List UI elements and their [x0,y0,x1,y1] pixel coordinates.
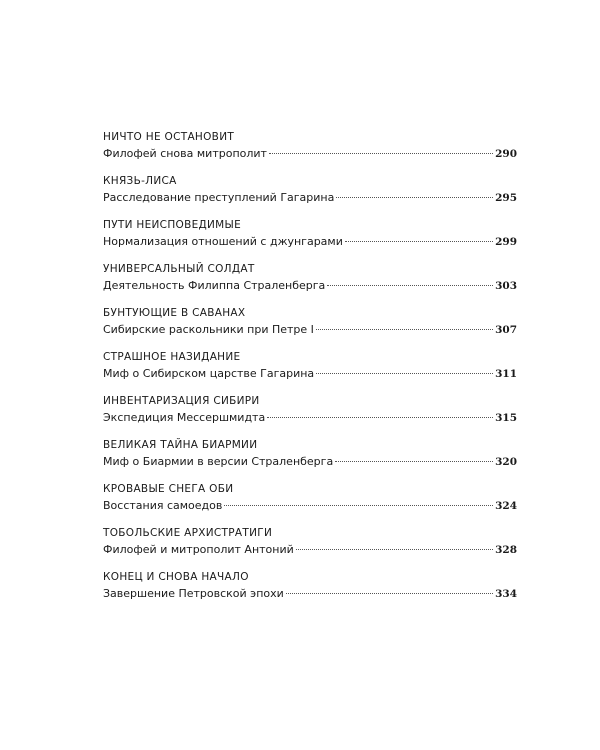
toc-entry [103,394,517,438]
chapter-title: БУНТУЮЩИЕ В САВАНАХ [103,307,246,319]
chapter-title: ВЕЛИКАЯ ТАЙНА БИАРМИИ [103,439,258,451]
toc-line [103,322,517,338]
toc-entry [103,218,517,262]
chapter-title: УНИВЕРСАЛЬНЫЙ СОЛДАТ [103,263,255,275]
chapter-subtitle: Экспедиция Мессершмидта [103,411,266,424]
chapter-subtitle: Нормализация отношений с джунгарами [103,235,343,248]
page-number: 315 [495,412,517,424]
dot-leader [267,417,493,418]
dot-leader [296,549,493,550]
dot-leader [336,197,493,198]
page-number: 295 [495,192,517,204]
toc-entry [103,130,517,174]
page-number: 299 [495,236,517,248]
table-of-contents [103,130,517,614]
chapter-subtitle: Миф о Биармии в версии Страленберга [103,455,334,468]
page-number: 328 [495,544,517,556]
dot-leader [286,593,493,594]
page-number: 303 [495,280,517,292]
chapter-subtitle: Филофей снова митрополит [103,147,267,160]
dot-leader [316,373,493,374]
toc-entry [103,438,517,482]
dot-leader [316,329,493,330]
chapter-subtitle: Расследование преступлений Гагарина [103,191,335,204]
chapter-subtitle: Сибирские раскольники при Петре I [103,323,314,336]
toc-entry [103,570,517,614]
dot-leader [345,241,493,242]
toc-line [103,234,517,250]
chapter-title: КНЯЗЬ-ЛИСА [103,175,177,187]
toc-entry [103,482,517,526]
dot-leader [269,153,493,154]
toc-line [103,542,517,558]
dot-leader [224,505,493,506]
chapter-title: ПУТИ НЕИСПОВЕДИМЫЕ [103,219,242,231]
chapter-title: КРОВАВЫЕ СНЕГА ОБИ [103,483,234,495]
toc-line [103,278,517,294]
toc-entry [103,526,517,570]
chapter-subtitle: Миф о Сибирском царстве Гагарина [103,367,315,380]
page-number: 324 [495,500,517,512]
toc-line [103,586,517,602]
chapter-title: ИНВЕНТАРИЗАЦИЯ СИБИРИ [103,395,260,407]
chapter-subtitle: Деятельность Филиппа Страленберга [103,279,326,292]
page-number: 290 [495,148,517,160]
chapter-title: ТОБОЛЬСКИЕ АРХИСТРАТИГИ [103,527,273,539]
page-number: 320 [495,456,517,468]
toc-line [103,146,517,162]
toc-entry [103,174,517,218]
toc-line [103,410,517,426]
page-number: 307 [495,324,517,336]
toc-line [103,366,517,382]
toc-line [103,498,517,514]
chapter-title: НИЧТО НЕ ОСТАНОВИТ [103,131,235,143]
page-number: 334 [495,588,517,600]
chapter-title: СТРАШНОЕ НАЗИДАНИЕ [103,351,241,363]
chapter-subtitle: Завершение Петровской эпохи [103,587,284,600]
toc-entry [103,350,517,394]
toc-entry [103,306,517,350]
toc-entry [103,262,517,306]
dot-leader [335,461,493,462]
chapter-subtitle: Филофей и митрополит Антоний [103,543,294,556]
chapter-subtitle: Восстания самоедов [103,499,223,512]
toc-line [103,454,517,470]
toc-line [103,190,517,206]
chapter-title: КОНЕЦ И СНОВА НАЧАЛО [103,571,249,583]
dot-leader [327,285,493,286]
page-number: 311 [495,368,517,380]
